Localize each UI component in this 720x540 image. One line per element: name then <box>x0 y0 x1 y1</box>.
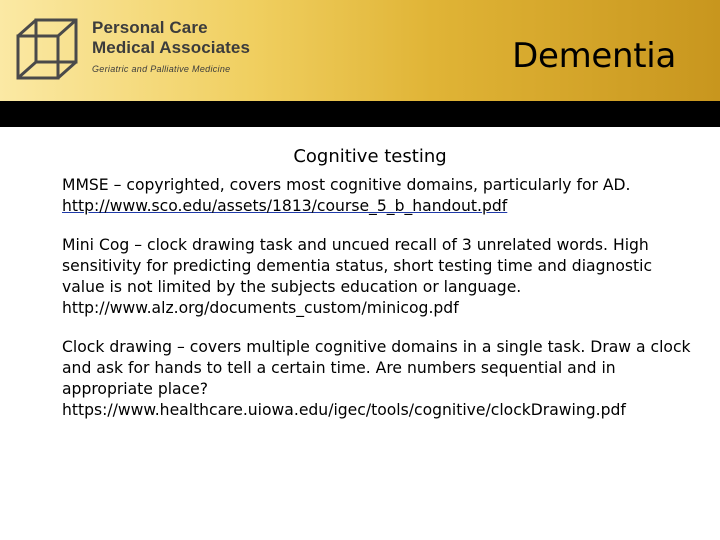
item-clock <box>62 337 692 421</box>
item-mmse-text: MMSE – copyrighted, covers most cognitive domains, particularly for AD. <box>62 176 631 194</box>
item-mmse-link[interactable]: http://www.sco.edu/assets/1813/course_5_b_handout.pdf <box>62 197 508 215</box>
brand-name-line1: Personal Care <box>92 18 208 37</box>
item-minicog-text: Mini Cog – clock drawing task and uncued recall of 3 unrelated words. High sensitivity for predicting dementia status, short testing time and diagnostic value is not limited by the subjects education or language. <box>62 236 653 296</box>
item-minicog <box>62 235 692 319</box>
item-clock-link[interactable]: https://www.healthcare.uiowa.edu/igec/tools/cognitive/clockDrawing.pdf <box>62 401 626 419</box>
brand-tagline: Geriatric and Palliative Medicine <box>92 64 231 74</box>
header-bar <box>0 0 720 101</box>
section-subtitle: Cognitive testing <box>293 146 447 167</box>
black-divider-band <box>0 101 720 127</box>
brand-block <box>92 18 352 74</box>
cube-outline-logo <box>14 16 82 82</box>
item-mmse <box>62 175 692 217</box>
slide-content <box>62 146 692 439</box>
item-clock-text: Clock drawing – covers multiple cognitive domains in a single task. Draw a clock and ask for hands to tell a certain time. Are numbers sequential and in appropriate place? <box>62 338 691 398</box>
brand-name-line2: Medical Associates <box>92 38 251 57</box>
slide-title: Dementia <box>512 36 676 76</box>
item-minicog-link[interactable]: http://www.alz.org/documents_custom/minicog.pdf <box>62 299 459 317</box>
